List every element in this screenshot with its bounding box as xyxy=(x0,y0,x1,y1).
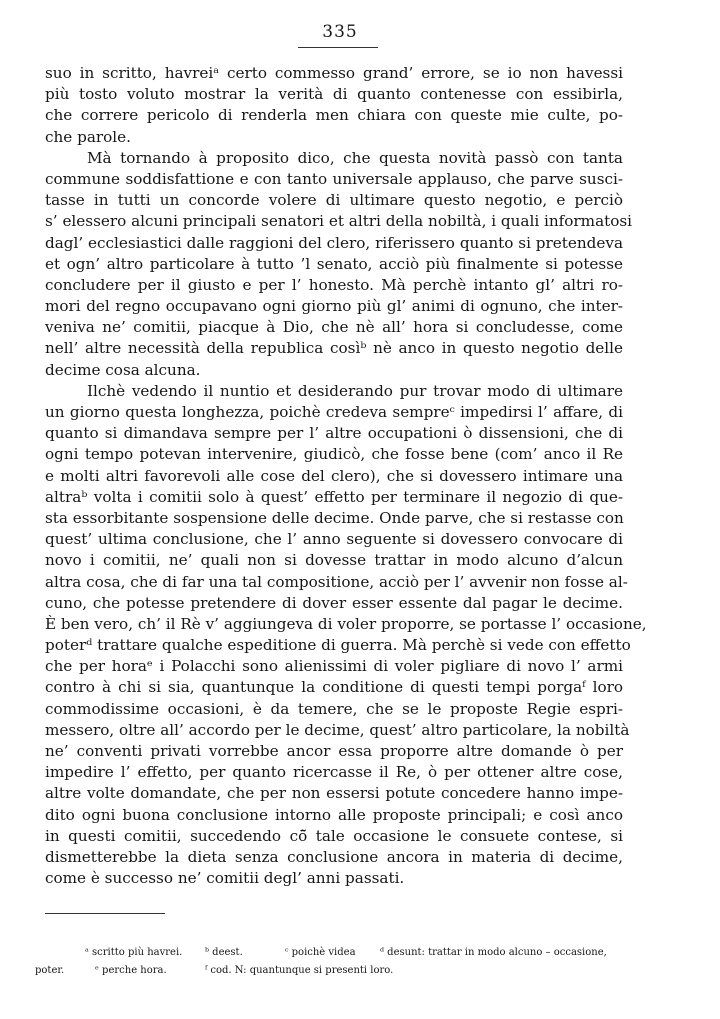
footnote-line xyxy=(35,962,625,980)
text-line: quest’ ultima conclusione, che l’ anno seguente si dovessero convocare di xyxy=(45,530,623,549)
text-line: contro à chi si sia, quantunque la conditione di questi tempi porgaᶠ loro xyxy=(45,678,623,697)
text-line: dagl’ ecclesiastici dalle raggioni del clero, riferissero quanto si pretendeva xyxy=(45,233,623,252)
footnotes xyxy=(35,944,625,980)
footnote-item: ᵈ desunt: trattar in modo alcuno – occasione, xyxy=(380,947,607,958)
text-line: come è successo ne’ comitii degl’ anni passati. xyxy=(45,869,405,888)
text-line: un giorno questa longhezza, poichè credeva sempreᶜ impedirsi l’ affare, di xyxy=(45,403,623,421)
text-line: più tosto voluto mostrar la verità di quanto contenesse con essibirla, xyxy=(45,85,623,104)
text-line: ogni tempo potevan intervenire, giudicò, che fosse bene (com’ anco il Re xyxy=(45,445,623,464)
footnote-item: ᵇ deest. xyxy=(205,947,243,958)
page-number: 335 xyxy=(322,22,358,42)
text-line: altraᵇ volta i comitii solo à quest’ effetto per terminare il negozio di que- xyxy=(45,487,623,506)
footnote-item: ᵉ perche hora. xyxy=(95,965,167,976)
footnote-item: ᵃ scritto più havrei. xyxy=(85,947,183,958)
text-line: messero, oltre all’ accordo per le decime, quest’ altro particolare, la nobiltà xyxy=(45,720,630,739)
text-line: mori del regno occupavano ogni giorno più gl’ animi di ognuno, che inter- xyxy=(45,297,623,316)
text-line: altre volte domandate, che per non essersi potute concedere hanno impe- xyxy=(45,784,623,803)
text-line: È ben vero, ch’ il Rè v’ aggiungeva di voler proporre, se portasse l’ occasione, xyxy=(45,614,647,633)
text-line: Ilchè vedendo il nuntio et desiderando pur trovar modo di ultimare xyxy=(87,381,623,400)
footnote-rule xyxy=(45,913,165,914)
text-line: in questi comitii, succedendo cō̃ tale occasione le consuete contese, si xyxy=(45,826,623,845)
text-line: dismetterebbe la dieta senza conclusione ancora in materia di decime, xyxy=(45,847,623,866)
text-line: tasse in tutti un concorde volere di ultimare questo negotio, e perciò xyxy=(45,191,623,210)
text-line: Mà tornando à proposito dico, che questa novità passò con tanta xyxy=(87,148,623,167)
text-line: veniva ne’ comitii, piacque à Dio, che nè all’ hora si concludesse, come xyxy=(45,318,623,337)
text-line: commodissime occasioni, è da temere, che se le proposte Regie espri- xyxy=(45,699,623,718)
text-line: commune soddisfattione e con tanto universale applauso, che parve susci- xyxy=(45,169,623,188)
text-line: et ogn’ altro particolare à tutto ’l senato, acciò più finalmente si potesse xyxy=(45,254,623,273)
text-line: novo i comitii, ne’ quali non si dovesse trattar in modo alcuno d’alcun xyxy=(45,551,623,570)
footnote-item: ᶠ cod. N: quantunque si presenti loro. xyxy=(205,965,394,976)
text-line: poterᵈ trattare qualche espeditione di guerra. Mà perchè si vede con effetto xyxy=(45,636,631,655)
text-line: dito ogni buona conclusione intorno alle proposte principali; e così anco xyxy=(45,805,623,824)
text-line: s’ elessero alcuni principali senatori et altri della nobiltà, i quali informatosi xyxy=(45,212,633,231)
text-line: impedire l’ effetto, per quanto ricercasse il Re, ò per ottener altre cose, xyxy=(45,763,623,782)
body-text xyxy=(45,63,647,889)
text-line: che correre pericolo di renderla men chiara con queste mie culte, po- xyxy=(45,106,623,125)
footnote-item: ᶜ poichè videa xyxy=(285,947,356,958)
text-line: concludere per il giusto e per l’ honesto. Mà perchè intanto gl’ altri ro- xyxy=(45,275,623,294)
text-line: che per horaᵉ i Polacchi sono alienissimi di voler pigliare di novo l’ armi xyxy=(45,657,623,676)
text-line: sta essorbitante sospensione delle decime. Onde parve, che si restasse con xyxy=(45,508,624,527)
text-line: e molti altri favorevoli alle cose del clero), che si dovessero intimare una xyxy=(45,466,623,485)
text-line: decime cosa alcuna. xyxy=(45,360,201,379)
page-number-rule xyxy=(298,47,378,48)
text-line: ne’ conventi privati vorrebbe ancor essa proporre altre domande ò per xyxy=(45,742,623,760)
text-line: che parole. xyxy=(45,127,131,146)
text-line: quanto si dimandava sempre per l’ altre occupationi ò dissensioni, che di xyxy=(45,424,623,443)
footnote-item: poter. xyxy=(35,965,65,976)
text-line: altra cosa, che di far una tal compositione, acciò per l’ avvenir non fosse al- xyxy=(45,572,628,591)
text-line: suo in scritto, havreiᵃ certo commesso grand’ errore, se io non havessi xyxy=(45,64,623,82)
footnote-line xyxy=(45,944,625,962)
text-line: nell’ altre necessità della republica cosìᵇ nè anco in questo negotio delle xyxy=(45,339,623,358)
text-line: cuno, che potesse pretendere di dover esser essente dal pagar le decime. xyxy=(45,593,623,612)
